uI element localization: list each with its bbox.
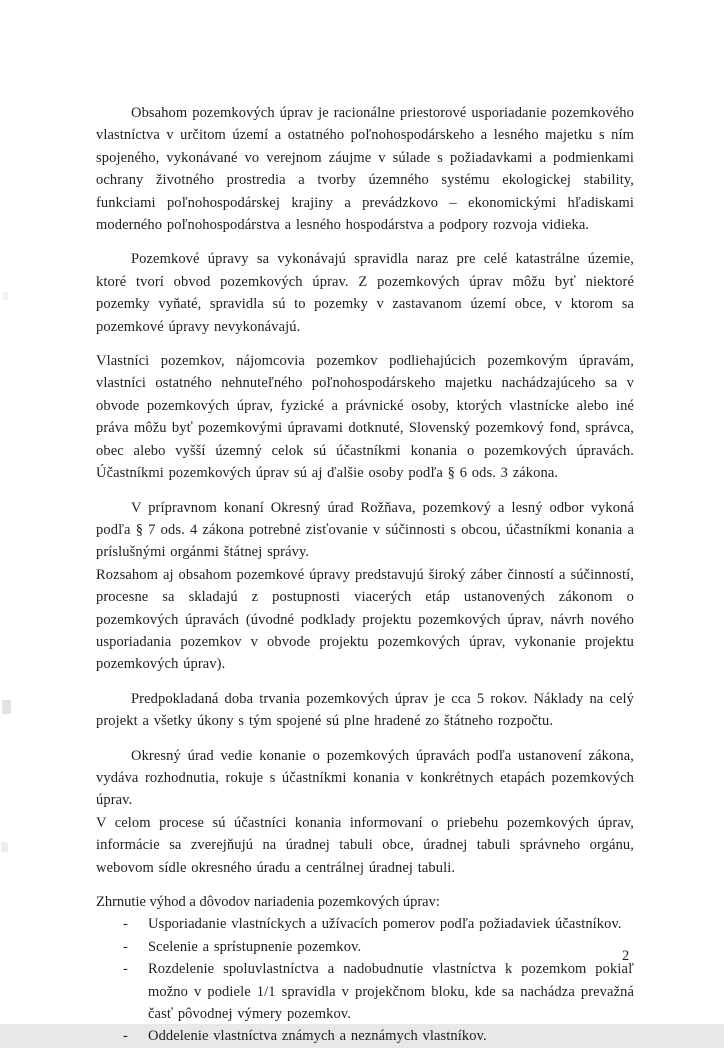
paragraph: Predpokladaná doba trvania pozemkových úprav je cca 5 rokov. Náklady na celý projekt a všetky úkony s tým spojené sú plne hradené zo štátneho rozpočtu. [96,690,634,730]
paragraph: Okresný úrad vedie konanie o pozemkových úpravách podľa ustanovení zákona, vydáva rozhodnutia, rokuje s účastníkmi konania v konkrétnych etapách pozemkových úprav. [96,747,634,809]
list-dash-marker: - [123,938,128,955]
list-dash-marker: - [123,1028,128,1045]
list-item [96,936,634,958]
paragraph: V prípravnom konaní Okresný úrad Rožňava, pozemkový a lesný odbor vykoná podľa § 7 ods. 4 zákona potrebné zisťovanie v súčinnosti s obcou, účastníkmi konania a príslušnými orgánmi štátnej správy. [96,499,634,561]
list-item-text: Scelenie a sprístupnenie pozemkov. [148,938,362,955]
scan-artifact [3,292,8,300]
scan-artifact [1,842,8,852]
list-item [96,1025,634,1047]
list-intro: Zhrnutie výhod a dôvodov nariadenia pozemkových úprav: [96,894,440,910]
list-item [96,958,634,1025]
document-body [96,102,634,1048]
page-number: 2 [622,948,630,964]
paragraph: Pozemkové úpravy sa vykonávajú spravidla naraz pre celé katastrálne územie, ktoré tvorí obvod pozemkových úprav. Z pozemkových úprav môžu byť niektoré pozemky vyňaté, spravidla sú to pozemky v zastavanom území obce, v ktorom sa pozemkové úpravy nevykonávajú. [96,251,634,335]
list-dash-marker: - [123,961,128,978]
list-item [96,913,634,935]
list-item-text: Usporiadanie vlastníckych a užívacích pomerov podľa požiadaviek účastníkov. [148,916,622,933]
list-dash-marker: - [123,916,128,933]
list-item-text: Rozdelenie spoluvlastníctva a nadobudnutie vlastníctva k pozemkom pokiaľ možno v podiele 1/1 spravidla v projekčnom bloku, kde sa nachádza prevažná časť pôvodnej výmery pozemkov. [148,961,634,1023]
paragraph: Vlastníci pozemkov, nájomcovia pozemkov podliehajúcich pozemkovým úpravám, vlastníci ostatného nehnuteľného poľnohospodárskeho majetku nachádzajúceho sa v obvode pozemkových úprav, fyzické a právnické osoby, ktorých vlastnícke alebo iné práva môžu byť pozemkovými úpravami dotknuté, Slovenský pozemkový fond, správca, obec alebo vyšší územný celok sú účastníkmi konania o pozemkových úpravách. Účastníkmi pozemkových úprav sú aj ďalšie osoby podľa § 6 ods. 3 zákona. [96,353,634,482]
benefits-list [96,913,634,1047]
paragraph: Obsahom pozemkových úprav je racionálne priestorové usporiadanie pozemkového vlastníctva v určitom území a ostatného poľnohospodárskeho a lesného majetku s ním spojeného, vykonávané vo verejnom záujme v súlade s požiadavkami a podmienkami ochrany životného prostredia a tvorby územného systému ekologickej stability, funkciami poľnohospodárskej krajiny a prevádzkovo – ekonomickými hľadiskami moderného poľnohospodárstva a lesného hospodárstva a podpory rozvoja vidieka. [96,105,634,234]
list-item-text: Oddelenie vlastníctva známych a neznámych vlastníkov. [148,1028,487,1045]
paragraph: Rozsahom aj obsahom pozemkové úpravy predstavujú široký záber činností a súčinností, procesne sa skladajú z postupnosti viacerých etáp ustanovených zákonom o pozemkových úpravách (úvodné podklady projektu pozemkových úprav, návrh nového usporiadania pozemkov v obvode projektu pozemkových úprav, vykonanie projektu pozemkových úprav). [96,566,634,673]
scan-artifact [2,700,11,714]
paragraph: V celom procese sú účastníci konania informovaní o priebehu pozemkových úprav, informácie sa zverejňujú na úradnej tabuli obce, úradnej tabuli správneho orgánu, webovom sídle okresného úradu a centrálnej úradnej tabuli. [96,814,634,876]
